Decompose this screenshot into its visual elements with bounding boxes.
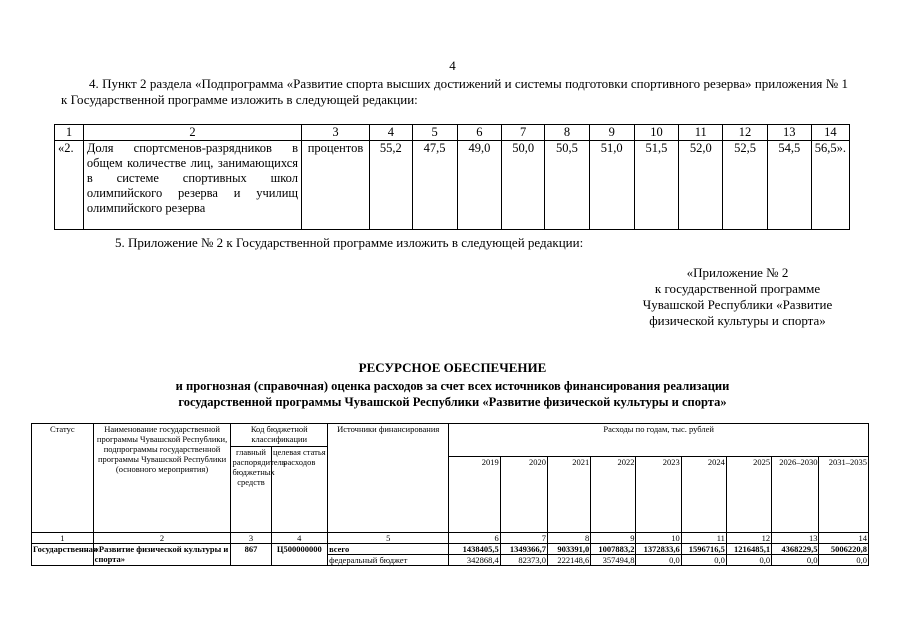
resource-row-total xyxy=(32,544,869,555)
funding-source: всего xyxy=(328,544,449,555)
expense-value: 357494,8 xyxy=(591,555,636,566)
header-year: 2022 xyxy=(591,457,636,533)
header-year: 2023 xyxy=(636,457,681,533)
column-number: 13 xyxy=(767,125,811,141)
expense-value: 82373,0 xyxy=(500,555,547,566)
header-year: 2024 xyxy=(681,457,726,533)
item-4-paragraph: 4. Пункт 2 раздела «Подпрограмма «Развитие спорта высших достижений и системы подготовки спортивного резерва» приложения № 1 к Государственной программе изложить в следующей редакции: xyxy=(61,76,848,107)
header-sources: Источники финансирования xyxy=(328,424,449,533)
header-main-manager: главный распорядитель бюджетных средств xyxy=(231,446,271,533)
column-number: 12 xyxy=(726,533,771,544)
indicator-value: 52,5 xyxy=(723,141,768,230)
indicator-value: 49,0 xyxy=(457,141,502,230)
column-number: 12 xyxy=(723,125,768,141)
indicator-value: 51,0 xyxy=(589,141,634,230)
column-number: 6 xyxy=(457,125,502,141)
indicator-table-header-row xyxy=(55,125,850,141)
column-number: 10 xyxy=(636,533,681,544)
indicator-value: 52,0 xyxy=(679,141,723,230)
expense-value: 0,0 xyxy=(636,555,681,566)
column-number: 3 xyxy=(231,533,271,544)
item-5-paragraph: 5. Приложение № 2 к Государственной программе изложить в следующей редакции: xyxy=(115,235,584,250)
expense-value: 0,0 xyxy=(726,555,771,566)
expense-value: 1596716,5 xyxy=(681,544,726,555)
expense-value: 1216485,1 xyxy=(726,544,771,555)
column-number: 8 xyxy=(545,125,590,141)
expense-value: 1007883,2 xyxy=(591,544,636,555)
expense-value: 222148,6 xyxy=(548,555,591,566)
indicator-value: 51,5 xyxy=(634,141,679,230)
indicator-name: Доля спортсменов-разрядников в общем количестве лиц, занимающихся в системе спортивных школ олимпийского резерва и училищ олимпийского резерва xyxy=(83,141,301,230)
column-number: 6 xyxy=(449,533,500,544)
appendix-header xyxy=(630,265,845,329)
header-year: 2020 xyxy=(500,457,547,533)
expense-value: 0,0 xyxy=(772,555,819,566)
resource-column-numbers-row xyxy=(32,533,869,544)
column-number: 8 xyxy=(548,533,591,544)
resource-title: РЕСУРСНОЕ ОБЕСПЕЧЕНИЕ xyxy=(358,360,547,375)
header-target-article: целевая статья расходов xyxy=(271,446,328,533)
column-number: 14 xyxy=(811,125,849,141)
column-number: 11 xyxy=(681,533,726,544)
indicator-value: 56,5». xyxy=(811,141,849,230)
column-number: 10 xyxy=(634,125,679,141)
column-number: 9 xyxy=(591,533,636,544)
header-year: 2026–2030 xyxy=(772,457,819,533)
indicator-value: 50,5 xyxy=(545,141,590,230)
header-year: 2019 xyxy=(449,457,500,533)
program-status: Государственная xyxy=(32,544,94,566)
appendix-header-line: к государственной программе xyxy=(654,281,821,296)
indicator-row xyxy=(55,141,850,230)
expense-value: 1438405,5 xyxy=(449,544,500,555)
expense-value: 0,0 xyxy=(819,555,869,566)
header-year: 2031–2035 xyxy=(819,457,869,533)
header-name: Наименование государственной программы Чувашской Республики, подпрограммы государственной программы Чувашской Республики (основного мероприятия) xyxy=(93,424,231,533)
column-number: 14 xyxy=(819,533,869,544)
appendix-header-line: «Приложение № 2 xyxy=(686,265,789,280)
expense-value: 1349366,7 xyxy=(500,544,547,555)
indicator-value: 55,2 xyxy=(369,141,412,230)
header-expenses: Расходы по годам, тыс. рублей xyxy=(449,424,869,447)
resource-table xyxy=(31,423,869,566)
page-number: 4 xyxy=(449,58,456,73)
column-number: 5 xyxy=(412,125,457,141)
expense-value: 903391,0 xyxy=(548,544,591,555)
column-number: 9 xyxy=(589,125,634,141)
resource-subtitle-line: и прогнозная (справочная) оценка расходов за счет всех источников финансирования реализации xyxy=(175,379,730,393)
header-budget-code: Код бюджетной классификации xyxy=(231,424,328,447)
column-number: 3 xyxy=(302,125,370,141)
program-grbs: 867 xyxy=(231,544,271,566)
header-spacer xyxy=(449,446,869,457)
indicator-value: 47,5 xyxy=(412,141,457,230)
expense-value: 5006220,8 xyxy=(819,544,869,555)
appendix-header-line: физической культуры и спорта» xyxy=(649,313,826,328)
column-number: 2 xyxy=(83,125,301,141)
header-year: 2025 xyxy=(726,457,771,533)
indicator-value: 50,0 xyxy=(502,141,545,230)
resource-subtitle-line: государственной программы Чувашской Республики «Развитие физической культуры и спорта» xyxy=(178,395,727,409)
column-number: 7 xyxy=(502,125,545,141)
resource-header-row xyxy=(32,424,869,447)
appendix-header-line: Чувашской Республики «Развитие xyxy=(642,297,833,312)
indicator-table xyxy=(54,124,850,230)
header-year: 2021 xyxy=(548,457,591,533)
column-number: 4 xyxy=(271,533,328,544)
resource-subtitle xyxy=(130,378,775,410)
expense-value: 342868,4 xyxy=(449,555,500,566)
indicator-unit: процентов xyxy=(302,141,370,230)
expense-value: 0,0 xyxy=(681,555,726,566)
indicator-number: «2. xyxy=(55,141,84,230)
funding-source: федеральный бюджет xyxy=(328,555,449,566)
column-number: 4 xyxy=(369,125,412,141)
column-number: 7 xyxy=(500,533,547,544)
header-status: Статус xyxy=(32,424,94,533)
column-number: 2 xyxy=(93,533,231,544)
program-name: «Развитие физической культуры и спорта» xyxy=(93,544,231,566)
expense-value: 1372833,6 xyxy=(636,544,681,555)
column-number: 1 xyxy=(55,125,84,141)
indicator-value: 54,5 xyxy=(767,141,811,230)
expense-value: 4368229,5 xyxy=(772,544,819,555)
column-number: 5 xyxy=(328,533,449,544)
program-csr: Ц500000000 xyxy=(271,544,328,566)
column-number: 1 xyxy=(32,533,94,544)
column-number: 11 xyxy=(679,125,723,141)
column-number: 13 xyxy=(772,533,819,544)
